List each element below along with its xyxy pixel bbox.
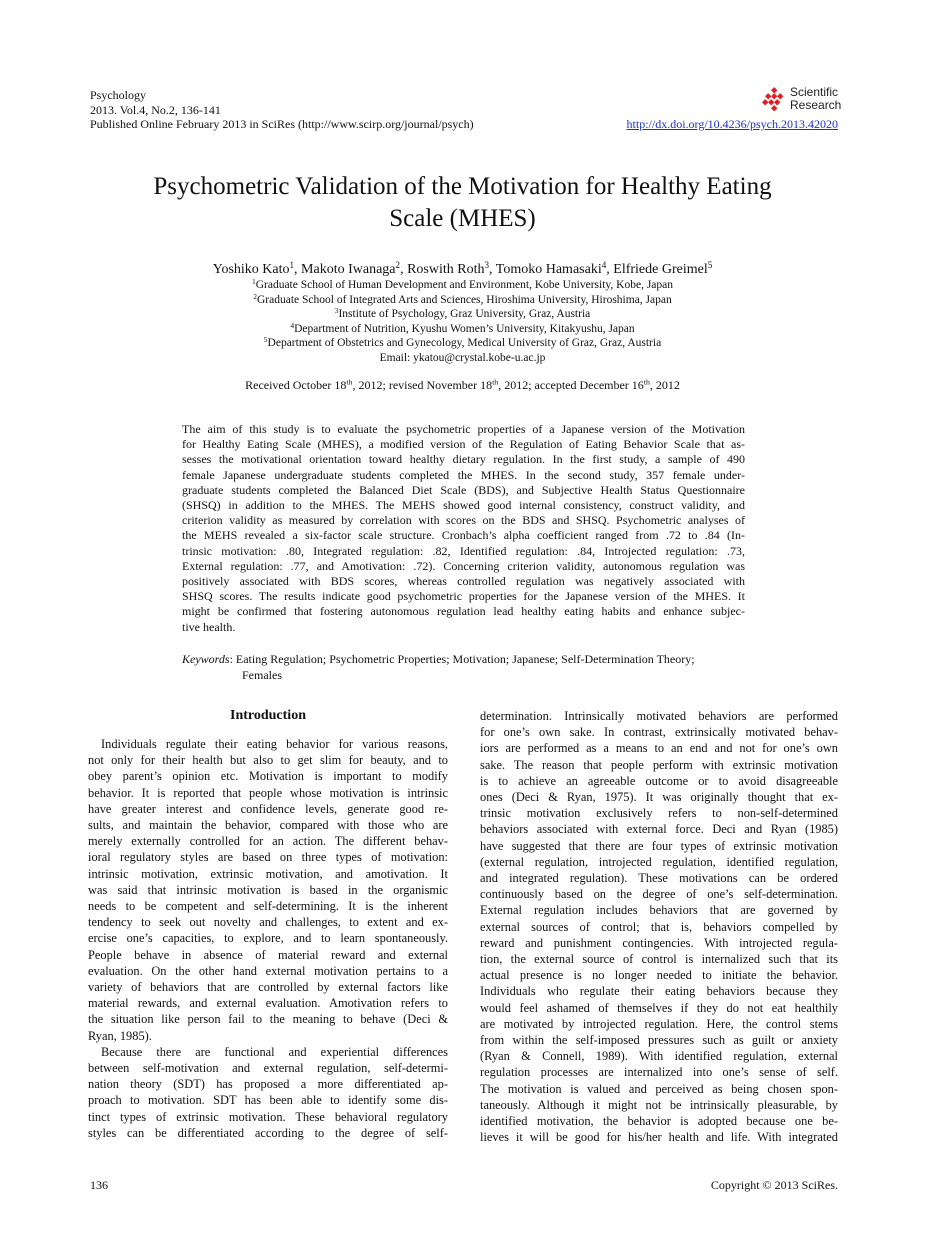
abstract-line: The aim of this study is to evaluate the psychometric properties of a Japanese version of the Motivation — [182, 422, 745, 436]
body-line: Individuals who regulate their eating behaviors because they — [480, 984, 838, 999]
keywords-label: Keywords — [182, 652, 230, 666]
body-line: is to achieve an agreeable outcome or to avoid disagreeable — [480, 773, 838, 788]
abstract — [182, 422, 745, 635]
logo-diamond-icon — [762, 87, 786, 111]
body-line: between self-motivation and external regulation, self-determi- — [88, 1061, 448, 1076]
body-line: proach to motivation. SDT has been able to identify some dis- — [88, 1093, 448, 1108]
published-info: Published Online February 2013 in SciRes (http://www.scirp.org/journal/psych) — [90, 117, 474, 131]
body-line: identified motivation, the behavior is adopted because one be- — [480, 1114, 838, 1129]
body-line: intrinsic motivation, extrinsic motivation, and amotivation. It — [88, 866, 448, 881]
body-line: ones (Deci & Ryan, 1975). It was originally thought that ex- — [480, 790, 838, 805]
page-number: 136 — [90, 1178, 108, 1192]
abstract-line: SHSQ scores. The results indicate good psychometric properties for the Japanese version of the MHES. It — [182, 589, 745, 604]
abstract-line: tive health. — [182, 619, 236, 634]
body-line: have greater interest and confidence levels, generate good re- — [88, 801, 448, 816]
body-line: lieves it will be good for his/her health and life. With integrated — [480, 1130, 838, 1145]
abstract-line: graduate students completed the Balanced Diet Scale (BDS), and Subjective Health Status Questionnaire — [182, 482, 745, 497]
body-line: tinct types of extrinsic motivation. These behavioral regulatory — [88, 1109, 448, 1124]
body-line: People behave in absence of material reward and external — [88, 947, 448, 962]
affiliations — [60, 278, 865, 365]
received-dates: Received October 18th, 2012; revised November 18th, 2012; accepted December 16th, 2012 — [245, 377, 680, 392]
body-line: from within the self-imposed pressures such as guilt or anxiety — [480, 1033, 838, 1048]
body-line: nation theory (SDT) has proposed a more differentiated ap- — [88, 1077, 448, 1092]
body-line: needs to be competent and self-determining. It is the inherent — [88, 899, 448, 914]
body-line: evaluation. On the other hand external motivation pertains to a — [88, 963, 448, 978]
abstract-line: trinsic motivation: .80, Integrated regulation: .82, Identified regulation: .84, Introjected regulation: .73, — [182, 543, 745, 558]
body-line: Ryan, 1985). — [88, 1028, 152, 1043]
body-line: merely externally controlled for an action. The different behav- — [88, 834, 448, 849]
journal-name: Psychology — [90, 88, 147, 102]
abstract-line: (SHSQ) in addition to the MHES. The MEHS showed good internal consistency, construct validity, and — [182, 498, 745, 513]
affiliation: $^2$Graduate School of Integrated Arts and Sciences, Hiroshima University, Hiroshima, Japan — [253, 291, 672, 306]
body-line: Because there are functional and experiential differences — [101, 1044, 448, 1059]
journal-header — [90, 88, 474, 132]
author: Roswith Roth$^3$, — [407, 260, 496, 277]
logo-text — [790, 86, 841, 111]
body-column-right — [480, 708, 838, 1145]
body-line: continuously based on the degree of one’s self-determination. — [480, 887, 838, 902]
author: Elfriede Greimel$^5$ — [613, 260, 713, 277]
scientific-research-logo — [762, 86, 841, 111]
keywords-line-1: : Eating Regulation; Psychometric Properties; Motivation; Japanese; Self-Determination Theory; — [229, 652, 695, 666]
section-heading-introduction: Introduction — [230, 708, 306, 723]
paper-title — [60, 171, 865, 235]
body-line: ioral regulatory styles are based on three types of motivation: — [88, 850, 448, 865]
abstract-line: might be confirmed that fostering autonomous regulation lead healthy eating habits and enhance subjec- — [182, 604, 745, 619]
body-line: sults, and maintain the behavior, compared with those who are — [88, 818, 448, 833]
abstract-line: positively associated with BDS scores, whereas controlled regulation was negatively associated with — [182, 574, 745, 589]
body-line: external sources of control; that is, behaviors compelled by — [480, 919, 838, 934]
body-line: sake. The reason that people perform with extrinsic motivation — [480, 757, 838, 772]
doi-link[interactable]: http://dx.doi.org/10.4236/psych.2013.42020 — [626, 117, 838, 131]
body-line: tion, the external source of control is internalized such that its — [480, 952, 838, 967]
affiliation: $^3$Institute of Psychology, Graz University, Graz, Austria — [334, 305, 591, 320]
body-line: have suggested that there are four types of extrinsic motivation — [480, 838, 838, 853]
body-column-left — [88, 736, 448, 1141]
abstract-line: criterion validity as measured by correlation with scores on the BDS and SHSQ. Psychometric analyses of — [182, 513, 745, 528]
body-line: material rewards, and external evaluation. Amotivation refers to — [88, 996, 448, 1011]
body-line: for one’s own sake. In contrast, extrinsically motivated behav- — [480, 725, 838, 740]
affiliation: $^4$Department of Nutrition, Kyushu Women’s University, Kitakyushu, Japan — [290, 320, 635, 335]
body-line: External regulation includes behaviors that are governed by — [480, 903, 838, 918]
body-line: Individuals regulate their eating behavior for various reasons, — [101, 737, 448, 751]
body-line: behaviors associated with external force. Deci and Ryan (1985) — [480, 822, 838, 837]
abstract-line: female Japanese undergraduate students completed the MHES. In the second study, 357 female under- — [182, 467, 745, 482]
body-line: would feel ashamed of themselves if they do not eat healthily — [480, 1000, 838, 1015]
author-list — [60, 261, 865, 279]
body-line: (Ryan & Connell, 1989). With identified regulation, external — [480, 1049, 838, 1064]
body-line: are motivated by introjected regulation. Here, the control stems — [480, 1016, 838, 1031]
copyright-notice: Copyright © 2013 SciRes. — [710, 1178, 838, 1192]
keywords-line-2: Females — [242, 667, 282, 682]
abstract-line: External regulation: .77, and Amotivation: .72). Concerning criterion validity, autonomous regulation was — [182, 558, 745, 573]
body-line: The motivation is valued and perceived as being chosen spon- — [480, 1081, 838, 1096]
abstract-line: sesses the motivational orientation toward healthy dietary regulation. In the first study, a sample of 490 — [182, 452, 745, 467]
author: Makoto Iwanaga$^2$, — [301, 260, 408, 277]
body-line: tendency to seek out novelty and challenges, to extent and ex- — [88, 915, 448, 930]
affiliation: $^5$Department of Obstetrics and Gynecology, Medical University of Graz, Graz, Austria — [263, 334, 662, 349]
body-line: obey parent’s opinion etc. Motivation is important to modify — [88, 769, 448, 784]
body-line: the situation like person fail to the meaning to behave (Deci & — [88, 1012, 448, 1027]
volume-info: 2013. Vol.4, No.2, 136-141 — [90, 102, 221, 117]
title-line-2: Scale (MHES) — [389, 205, 536, 232]
body-line: (external regulation, introjected regulation, identified regulation, — [480, 854, 838, 869]
email: Email: ykatou@crystal.kobe-u.ac.jp — [379, 351, 546, 364]
body-line: reward and punishment contingencies. With introjected regula- — [480, 935, 838, 950]
body-line: was said that intrinsic motivation is based in the organismic — [88, 882, 448, 897]
logo-line-1: Scientific — [790, 85, 839, 99]
body-line: ercise one’s capacities, to explore, and to learn spontaneously. — [88, 931, 448, 946]
body-line: regulation processes are internalized into one’s sense of self. — [480, 1065, 838, 1080]
body-line: iors are performed as a means to an end and not for one’s own — [480, 741, 838, 756]
body-line: actual presence is no longer needed to initiate the behavior. — [480, 968, 838, 983]
body-line: taneously. Although it might not be intrinsically pleasurable, by — [480, 1097, 838, 1112]
body-line: trinsic motivation exclusively refers to non-self-determined — [480, 806, 838, 821]
body-line: styles can be differentiated according to the degree of self- — [88, 1125, 448, 1140]
author: Yoshiko Kato$^1$, — [212, 260, 302, 277]
affiliation: $^1$Graduate School of Human Development and Environment, Kobe University, Kobe, Japan — [251, 276, 674, 291]
body-line: determination. Intrinsically motivated behaviors are performed — [480, 709, 838, 723]
abstract-line: for Healthy Eating Scale (MHES), a modified version of the Regulation of Eating Behavior Scale that as- — [182, 437, 745, 452]
keywords — [182, 652, 752, 683]
body-line: not only for their health but also to get slim for beauty, and to — [88, 753, 448, 768]
body-line: and integrated regulation). These motivations can be ordered — [480, 871, 838, 886]
logo-line-2: Research — [790, 97, 842, 112]
abstract-line: the MEHS revealed a six-factor scale structure. Cronbach’s alpha coefficient ranged from .72 to .84 (In- — [182, 528, 745, 543]
body-line: behavior. It is reported that people whose motivation is intrinsic — [88, 785, 448, 800]
title-line-1: Psychometric Validation of the Motivation for Healthy Eating — [153, 173, 772, 200]
author: Tomoko Hamasaki$^4$, — [495, 260, 614, 277]
body-line: variety of behaviors that are controlled by external factors like — [88, 980, 448, 995]
